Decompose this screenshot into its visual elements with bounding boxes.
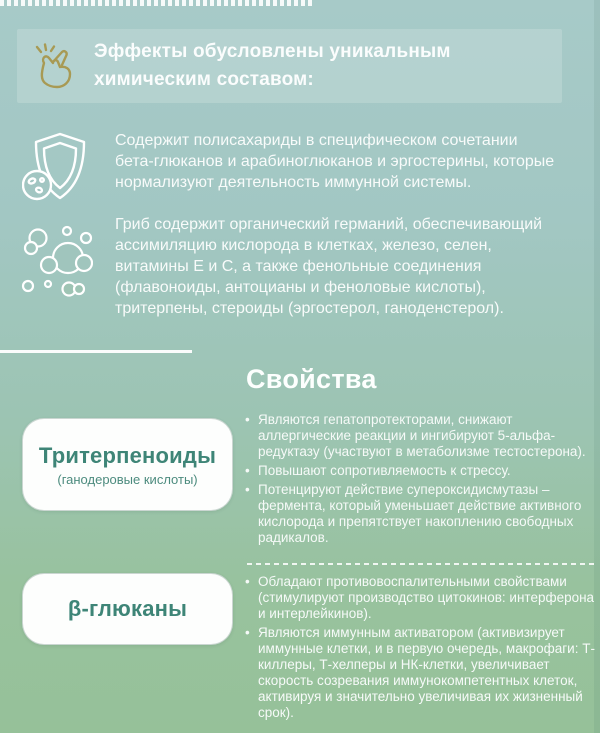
triterpenoids-bullet-list [243,412,599,549]
card-triterpenoids [22,418,233,511]
header-title: Эффекты обусловлены уникальным химическим составом: [94,41,451,90]
list-item: • Повышают сопротивляемость к стрессу. [243,463,599,479]
card-beta-glucans-title: β-глюканы [67,596,188,621]
bubbles-icon [18,222,93,302]
feature-text-polysaccharides: Содержит полисахариды в специфическом сочетании бета-глюканов и арабиноглюканов и эргостерины, которые нормализуют деятельность иммунной системы. [115,132,555,191]
card-beta-glucans [22,573,233,645]
card-triterpenoids-subtitle: (ганодеровые кислоты) [57,471,198,487]
dashed-separator [247,563,597,565]
list-item: • Потенцируют действие супероксидисмутазы – фермента, который уменьшает действие активного кислорода и препятствует накоплению свободных радикалов. [243,482,599,546]
card-triterpenoids-title: Тритерпеноиды [38,442,217,468]
header-panel [17,29,562,103]
snap-hand-icon [32,43,80,89]
beta-glucans-bullet-list [243,574,599,724]
list-item: • Обладают противовоспалительными свойствами (стимулируют производство цитокинов: интерферона и интерлейкинов). [243,574,599,622]
section-divider-line [0,350,192,353]
feature-text-germanium: Гриб содержит органический германий, обеспечивающий ассимиляцию кислорода в клетках, железо, селен, витамины Е и С, а также фенольные соединения (флавоноиды, антоцианы и феноловые кислоты), тритерпены, стероиды (эргостерол, ганоденстерол). [115,216,543,317]
top-dashed-strip [0,0,312,6]
list-item: • Являются гепатопротекторами, снижают аллергические реакции и ингибируют 5-альфа-редуктазу (участвуют в метаболизме тестостерона). [243,412,599,460]
shield-germ-icon [22,131,90,209]
list-item: • Являются иммунным активатором (активизирует иммунные клетки, и в первую очередь, макрофаги: Т-киллеры, Т-хелперы и НК-клетки, увеличивает скорость созревания иммунокомпетентных клеток, активируя и значительно увеличивая их жизненный срок). [243,625,599,721]
properties-heading: Свойства [246,364,377,394]
